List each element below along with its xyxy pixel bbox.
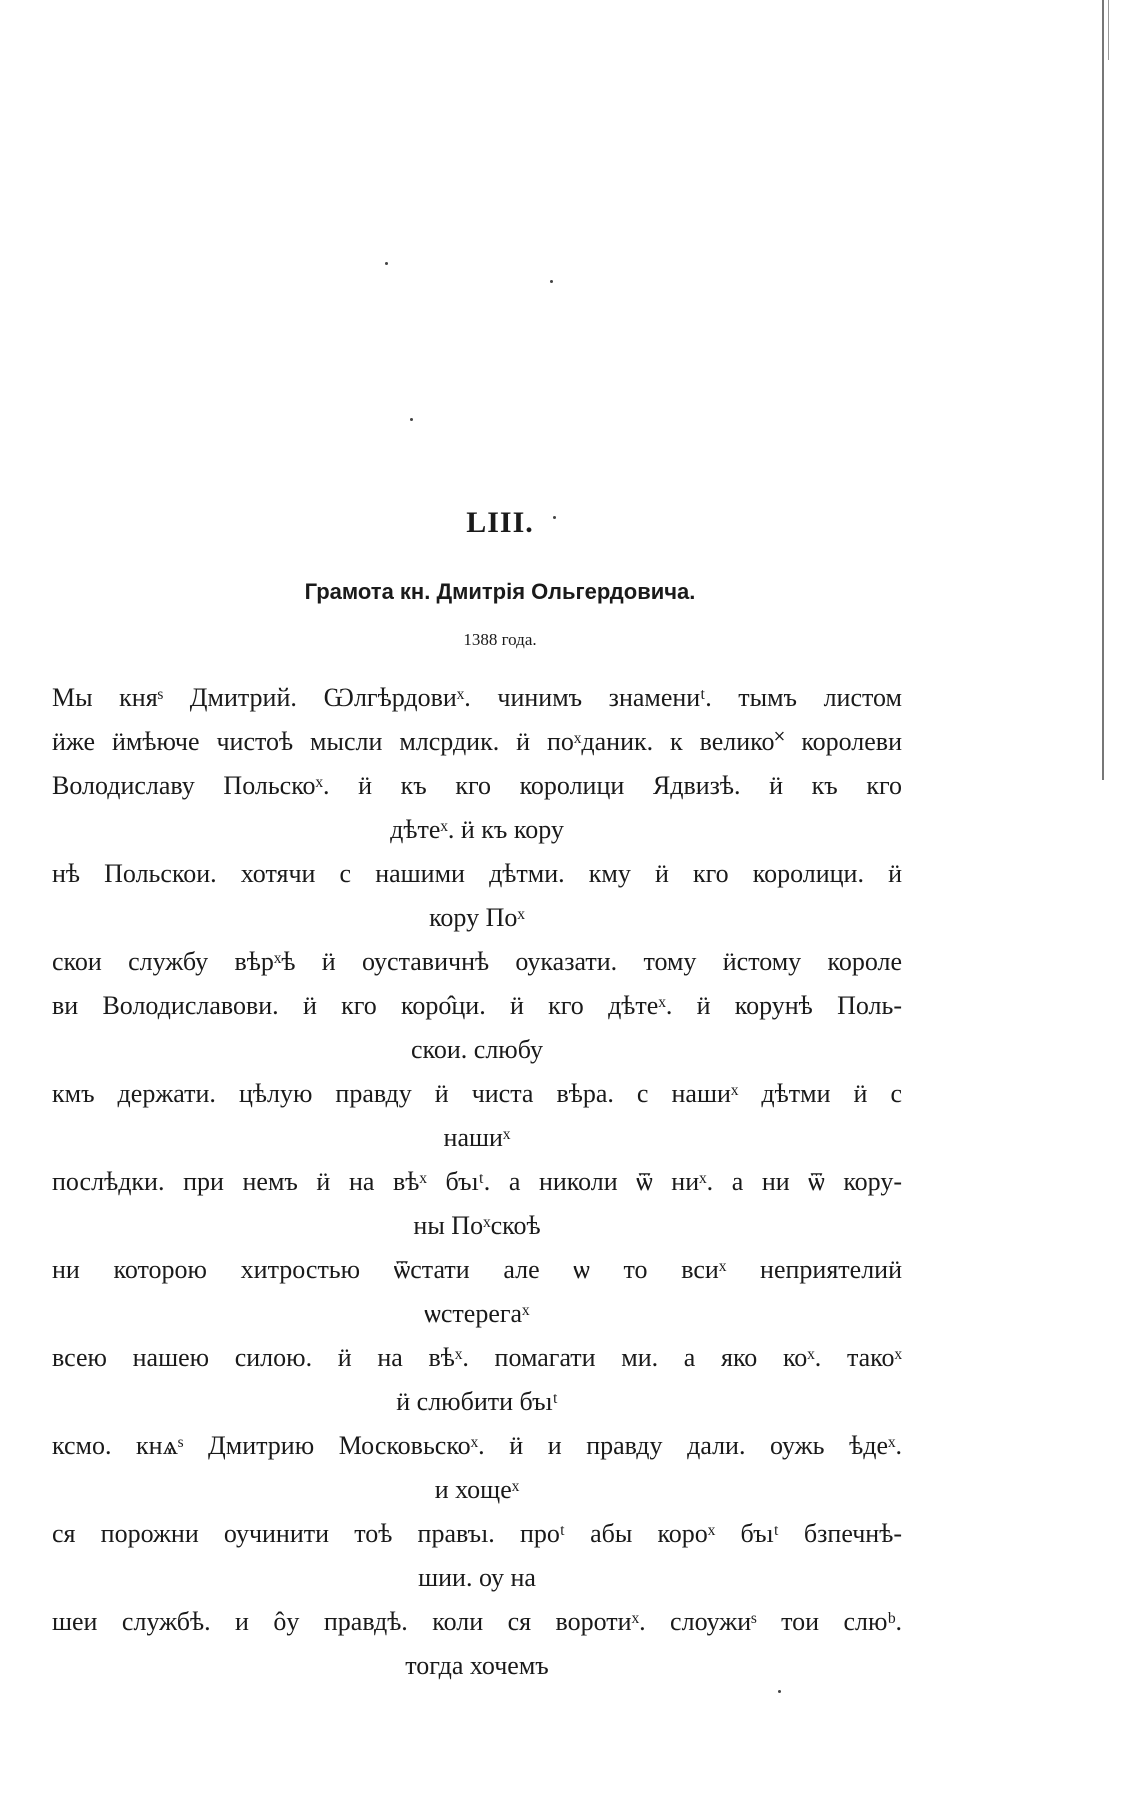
page-edge-rule-thin [1108, 0, 1109, 60]
document-title: Грамота кн. Дмитрія Ольгердовича. [304, 579, 696, 604]
text-line: кору Поˣ [429, 903, 525, 932]
print-speck [778, 1690, 781, 1693]
text-line: скои. слюбу [411, 1035, 543, 1064]
section-number: LIII. [466, 506, 534, 539]
text-line: послѣдки. при немъ ӥ на вѣˣ бъıᵗ. а николи ѿ ниˣ. а ни ѿ кору- [52, 1167, 902, 1196]
text-line: ксмо. кнѧˢ Дмитрию Московьскоˣ. ӥ и правду дали. оужь ѣдеˣ. [52, 1431, 902, 1460]
text-line: кмъ держати. цѣлую правду ӥ чиста вѣра. с нашиˣ дѣтми ӥ с [52, 1079, 902, 1108]
text-line: тогда хочемъ [405, 1651, 549, 1680]
text-line: ся порожни оучинити тоѣ правъı. проᵗ абы короˣ бъıᵗ бзпечнѣ- [52, 1519, 902, 1548]
text-line: дѣтеˣ. ӥ къ кору [390, 815, 564, 844]
text-line: шеи службѣ. и ôу правдѣ. коли ся воротиˣ. слоужиˢ тои слюᵇ. [52, 1607, 902, 1636]
print-speck [410, 418, 413, 421]
text-line: ӥ слюбити бъıᵗ [396, 1387, 558, 1416]
print-speck [385, 262, 388, 265]
document-date: 1388 года. [463, 630, 537, 649]
text-line: всею нашею силою. ӥ на вѣˣ. помагати ми. а яко коˣ. такоˣ [52, 1343, 902, 1372]
text-line: Мы княˢ Дмитрий. Ѡлгѣрдовиˣ. чинимъ знамениᵗ. тымъ листом [52, 683, 902, 712]
text-line: ни которою хитростью ѿстати але ѡ то всиˣ неприятелиӥ [52, 1255, 902, 1284]
text-line: ӥже ӥмѣюче чистоѣ мысли млсрдик. ӥ поˣданик. к велико˟ королеви [52, 727, 902, 756]
text-line: нѣ Польскои. хотячи с нашими дѣтми. кму ӥ кго королици. ӥ [52, 859, 902, 888]
text-line: ны Поˣскоѣ [413, 1211, 541, 1240]
page-edge-rule [1102, 0, 1104, 780]
text-line: Володиславу Польскоˣ. ӥ къ кго королици Ядвизѣ. ӥ къ кго [52, 771, 902, 800]
print-speck [550, 280, 553, 283]
text-line: ви Володиславови. ӥ кго коро̂ци. ӥ кго дѣтеˣ. ӥ корунѣ Поль- [52, 991, 902, 1020]
text-line: нашиˣ [443, 1123, 511, 1152]
text-line: скои службу вѣрˣѣ ӥ оуставичнѣ оуказати. тому ӥстому короле [52, 947, 902, 976]
text-line: и хощеˣ [434, 1475, 520, 1504]
charter-text [52, 676, 902, 1688]
text-line: ѡстерегаˣ [424, 1299, 530, 1328]
text-line: шии. оу на [418, 1563, 536, 1592]
